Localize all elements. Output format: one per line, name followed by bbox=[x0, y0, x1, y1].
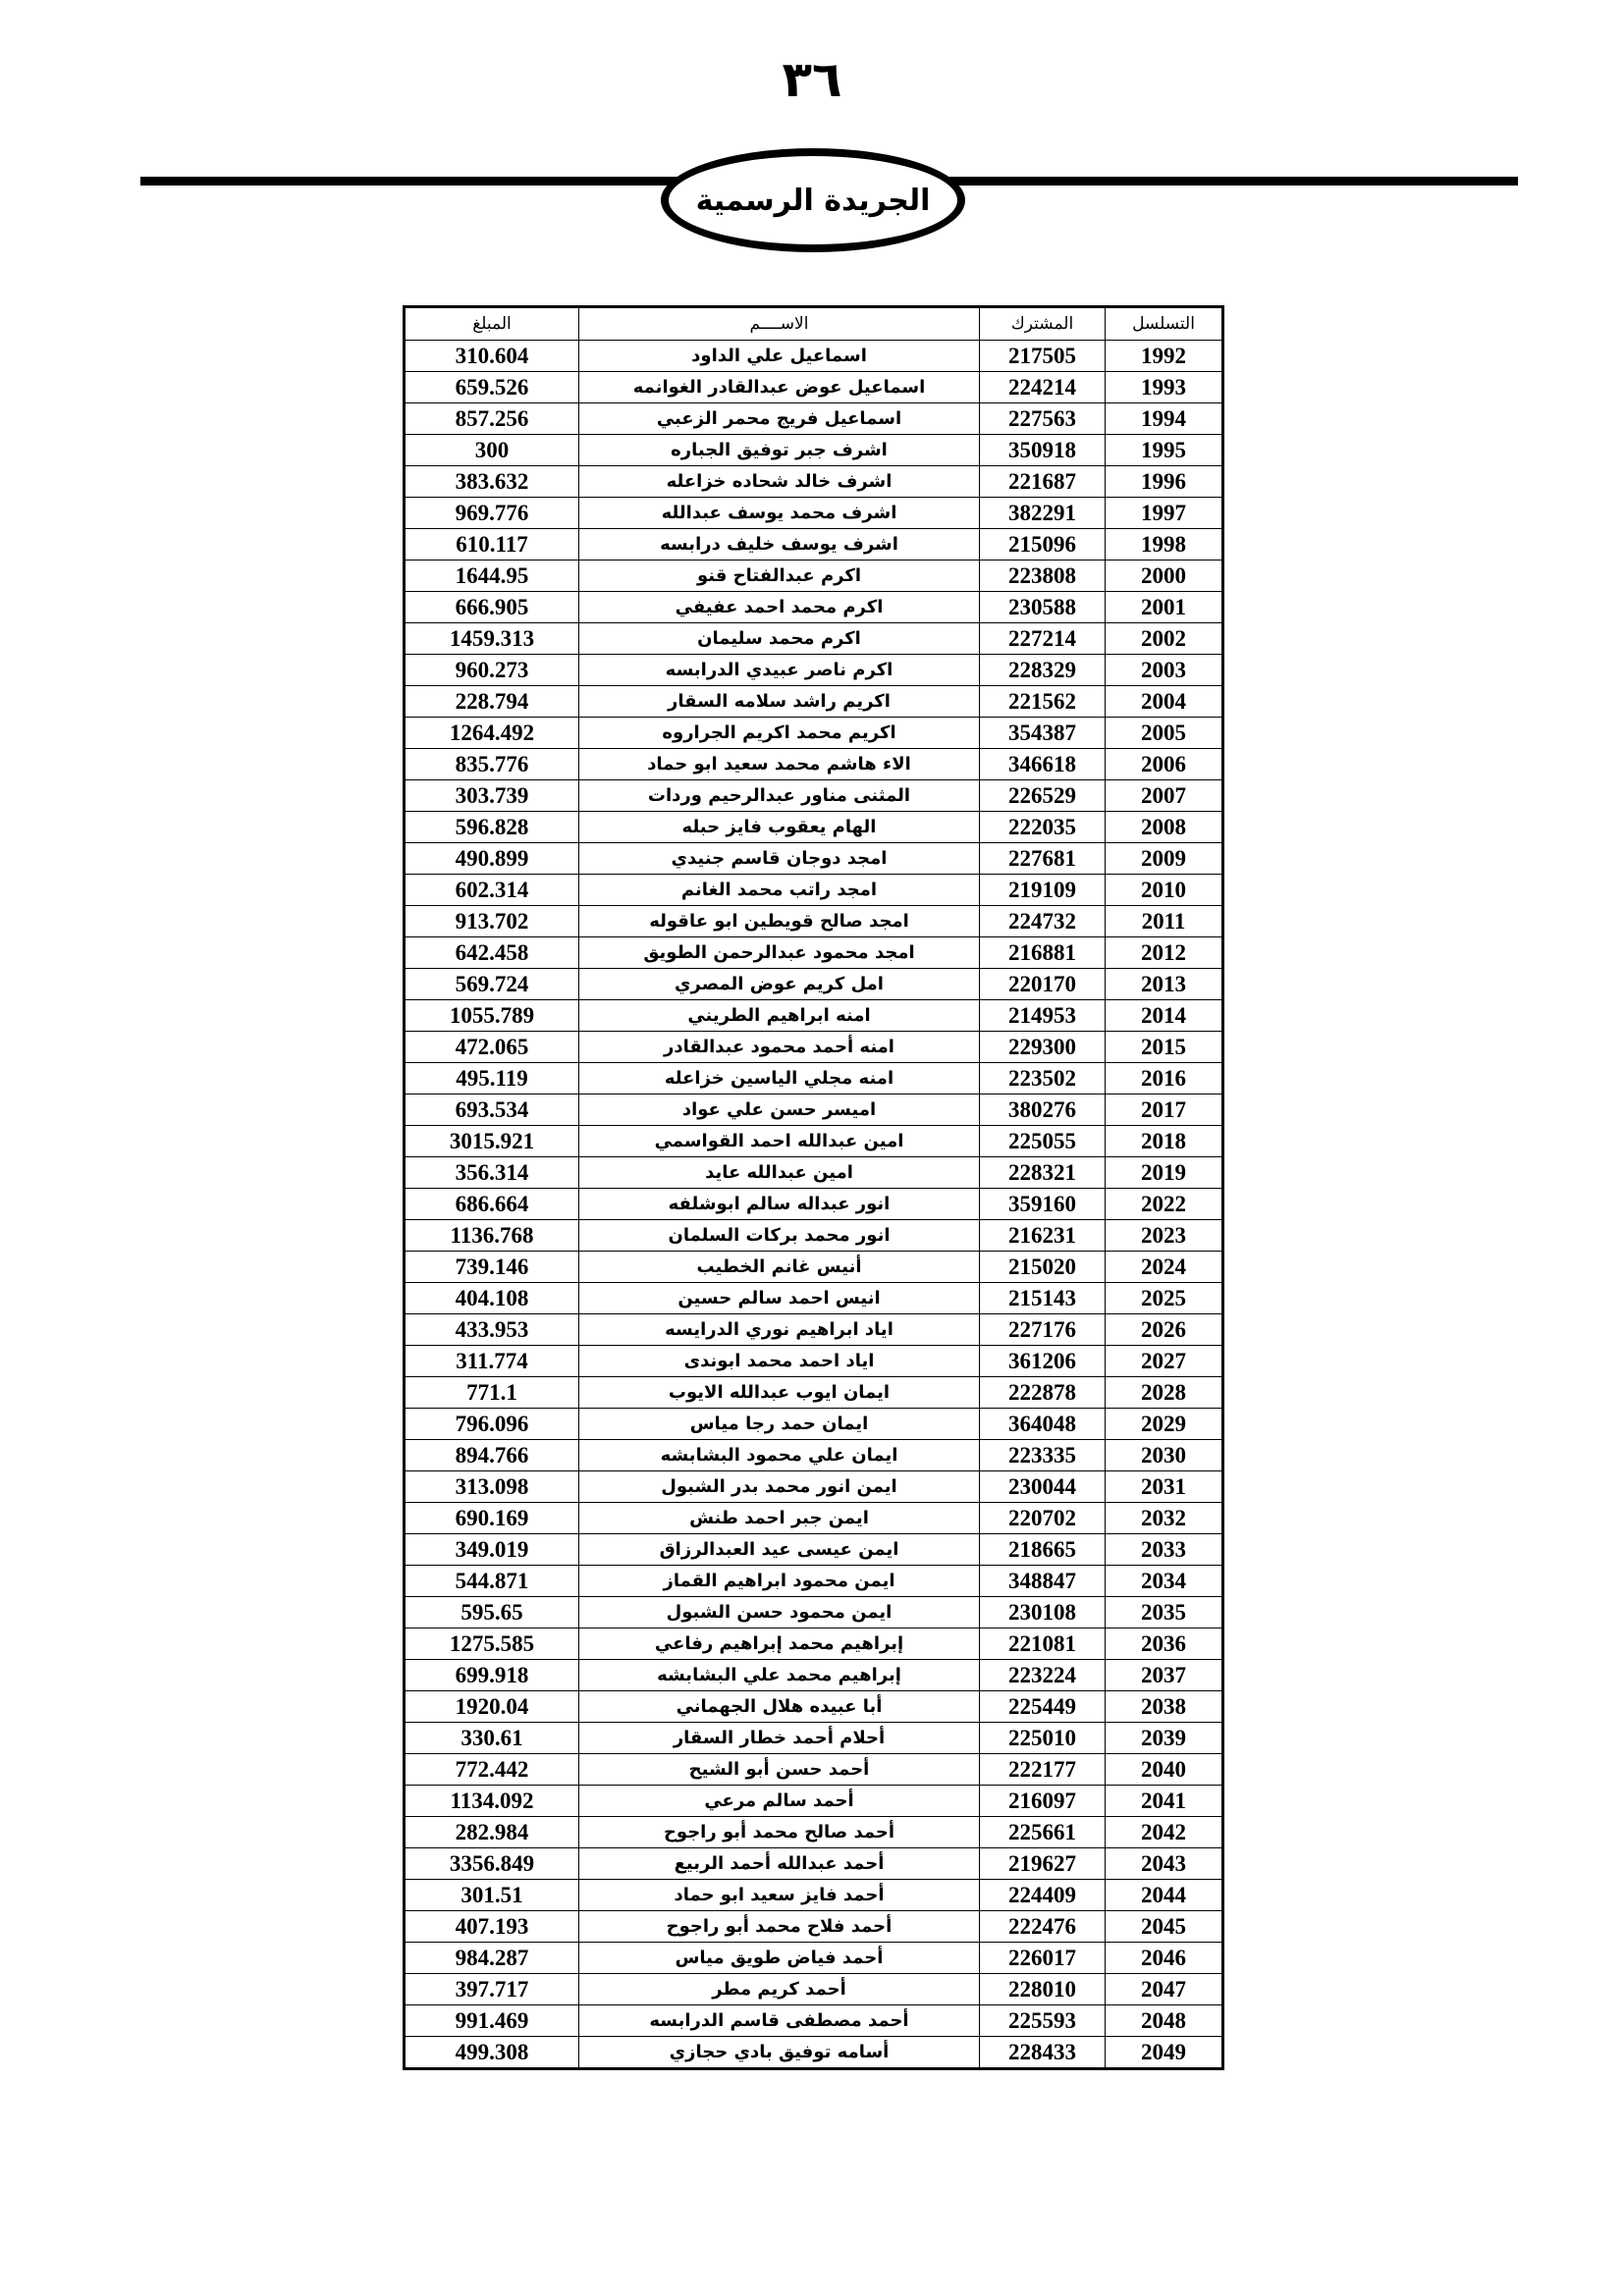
cell-subscriber: 221687 bbox=[980, 466, 1106, 498]
cell-subscriber: 354387 bbox=[980, 718, 1106, 749]
cell-subscriber: 225593 bbox=[980, 2005, 1106, 2037]
cell-serial: 2025 bbox=[1106, 1283, 1223, 1314]
cell-amount: 969.776 bbox=[405, 498, 579, 529]
table-row bbox=[405, 466, 1223, 498]
cell-subscriber: 227176 bbox=[980, 1314, 1106, 1346]
cell-subscriber: 227214 bbox=[980, 623, 1106, 655]
cell-subscriber: 221562 bbox=[980, 686, 1106, 718]
table-row bbox=[405, 1660, 1223, 1691]
cell-name: أسامه توفيق بادي حجازي bbox=[579, 2037, 980, 2069]
cell-serial: 2005 bbox=[1106, 718, 1223, 749]
cell-serial: 2027 bbox=[1106, 1346, 1223, 1377]
cell-serial: 2024 bbox=[1106, 1252, 1223, 1283]
cell-subscriber: 222035 bbox=[980, 812, 1106, 843]
cell-serial: 2033 bbox=[1106, 1534, 1223, 1566]
table-row bbox=[405, 1314, 1223, 1346]
header-subscriber: المشترك bbox=[980, 307, 1106, 341]
table-row bbox=[405, 718, 1223, 749]
cell-serial: 2042 bbox=[1106, 1817, 1223, 1848]
cell-serial: 2011 bbox=[1106, 906, 1223, 937]
cell-subscriber: 216097 bbox=[980, 1786, 1106, 1817]
table-row bbox=[405, 1189, 1223, 1220]
table-row bbox=[405, 498, 1223, 529]
cell-amount: 960.273 bbox=[405, 655, 579, 686]
cell-amount: 1459.313 bbox=[405, 623, 579, 655]
table-row bbox=[405, 812, 1223, 843]
cell-amount: 433.953 bbox=[405, 1314, 579, 1346]
cell-amount: 301.51 bbox=[405, 1880, 579, 1911]
cell-serial: 2026 bbox=[1106, 1314, 1223, 1346]
cell-subscriber: 228433 bbox=[980, 2037, 1106, 2069]
cell-amount: 666.905 bbox=[405, 592, 579, 623]
table-row bbox=[405, 1911, 1223, 1943]
cell-subscriber: 382291 bbox=[980, 498, 1106, 529]
cell-name: امنه أحمد محمود عبدالقادر bbox=[579, 1032, 980, 1063]
cell-name: امنه مجلي الياسين خزاعله bbox=[579, 1063, 980, 1095]
cell-serial: 2038 bbox=[1106, 1691, 1223, 1723]
cell-name: ايمن انور محمد بدر الشبول bbox=[579, 1471, 980, 1503]
cell-name: امجد دوجان قاسم جنيدي bbox=[579, 843, 980, 875]
cell-subscriber: 227681 bbox=[980, 843, 1106, 875]
cell-serial: 2047 bbox=[1106, 1974, 1223, 2005]
cell-amount: 699.918 bbox=[405, 1660, 579, 1691]
cell-serial: 2035 bbox=[1106, 1597, 1223, 1629]
cell-subscriber: 215020 bbox=[980, 1252, 1106, 1283]
table-row bbox=[405, 1220, 1223, 1252]
cell-name: أحمد حسن أبو الشيح bbox=[579, 1754, 980, 1786]
cell-name: امين عبدالله احمد القواسمي bbox=[579, 1126, 980, 1157]
header-serial: التسلسل bbox=[1106, 307, 1223, 341]
table-row bbox=[405, 529, 1223, 561]
table-row bbox=[405, 1063, 1223, 1095]
cell-subscriber: 230044 bbox=[980, 1471, 1106, 1503]
cell-amount: 228.794 bbox=[405, 686, 579, 718]
table-row bbox=[405, 2005, 1223, 2037]
cell-subscriber: 225661 bbox=[980, 1817, 1106, 1848]
subscribers-table bbox=[403, 305, 1224, 2070]
journal-title-oval bbox=[661, 148, 965, 252]
cell-amount: 282.984 bbox=[405, 1817, 579, 1848]
table-row bbox=[405, 1566, 1223, 1597]
table-body bbox=[405, 341, 1223, 2069]
cell-amount: 771.1 bbox=[405, 1377, 579, 1409]
cell-subscriber: 230108 bbox=[980, 1597, 1106, 1629]
cell-amount: 659.526 bbox=[405, 372, 579, 403]
table-row bbox=[405, 1597, 1223, 1629]
cell-amount: 690.169 bbox=[405, 1503, 579, 1534]
cell-name: اكرم ناصر عبيدي الدرابسه bbox=[579, 655, 980, 686]
cell-serial: 1997 bbox=[1106, 498, 1223, 529]
cell-serial: 2017 bbox=[1106, 1095, 1223, 1126]
cell-serial: 2004 bbox=[1106, 686, 1223, 718]
cell-subscriber: 214953 bbox=[980, 1000, 1106, 1032]
cell-amount: 311.774 bbox=[405, 1346, 579, 1377]
cell-subscriber: 223502 bbox=[980, 1063, 1106, 1095]
cell-serial: 1998 bbox=[1106, 529, 1223, 561]
cell-name: امين عبدالله عايد bbox=[579, 1157, 980, 1189]
cell-subscriber: 228010 bbox=[980, 1974, 1106, 2005]
cell-serial: 2048 bbox=[1106, 2005, 1223, 2037]
table-row bbox=[405, 1943, 1223, 1974]
cell-subscriber: 220702 bbox=[980, 1503, 1106, 1534]
cell-amount: 610.117 bbox=[405, 529, 579, 561]
cell-serial: 1995 bbox=[1106, 435, 1223, 466]
table-row bbox=[405, 623, 1223, 655]
cell-subscriber: 222878 bbox=[980, 1377, 1106, 1409]
cell-subscriber: 223808 bbox=[980, 561, 1106, 592]
cell-subscriber: 223224 bbox=[980, 1660, 1106, 1691]
cell-name: اميسر حسن علي عواد bbox=[579, 1095, 980, 1126]
cell-subscriber: 364048 bbox=[980, 1409, 1106, 1440]
subscribers-table-container bbox=[403, 305, 1221, 2070]
table-row bbox=[405, 749, 1223, 780]
cell-amount: 300 bbox=[405, 435, 579, 466]
table-row bbox=[405, 561, 1223, 592]
cell-serial: 2040 bbox=[1106, 1754, 1223, 1786]
cell-amount: 3015.921 bbox=[405, 1126, 579, 1157]
cell-subscriber: 224732 bbox=[980, 906, 1106, 937]
cell-subscriber: 221081 bbox=[980, 1629, 1106, 1660]
table-row bbox=[405, 1157, 1223, 1189]
table-row bbox=[405, 1974, 1223, 2005]
table-row bbox=[405, 1723, 1223, 1754]
table-row bbox=[405, 592, 1223, 623]
cell-name: أحمد فياض طويق مياس bbox=[579, 1943, 980, 1974]
cell-serial: 2012 bbox=[1106, 937, 1223, 969]
cell-subscriber: 227563 bbox=[980, 403, 1106, 435]
table-row bbox=[405, 969, 1223, 1000]
cell-serial: 2037 bbox=[1106, 1660, 1223, 1691]
table-row bbox=[405, 843, 1223, 875]
cell-amount: 596.828 bbox=[405, 812, 579, 843]
cell-subscriber: 218665 bbox=[980, 1534, 1106, 1566]
cell-name: أحمد عبدالله أحمد الربيع bbox=[579, 1848, 980, 1880]
cell-name: المثنى مناور عبدالرحيم وردات bbox=[579, 780, 980, 812]
cell-serial: 2015 bbox=[1106, 1032, 1223, 1063]
cell-subscriber: 228321 bbox=[980, 1157, 1106, 1189]
cell-serial: 2006 bbox=[1106, 749, 1223, 780]
cell-name: أحمد كريم مطر bbox=[579, 1974, 980, 2005]
cell-name: اكرم محمد سليمان bbox=[579, 623, 980, 655]
cell-serial: 2041 bbox=[1106, 1786, 1223, 1817]
table-header-row bbox=[405, 307, 1223, 341]
cell-subscriber: 217505 bbox=[980, 341, 1106, 372]
cell-name: إبراهيم محمد إبراهيم رفاعي bbox=[579, 1629, 980, 1660]
cell-amount: 1055.789 bbox=[405, 1000, 579, 1032]
cell-serial: 2044 bbox=[1106, 1880, 1223, 1911]
table-row bbox=[405, 1283, 1223, 1314]
cell-amount: 544.871 bbox=[405, 1566, 579, 1597]
table-row bbox=[405, 1377, 1223, 1409]
cell-subscriber: 225055 bbox=[980, 1126, 1106, 1157]
cell-amount: 404.108 bbox=[405, 1283, 579, 1314]
cell-serial: 2046 bbox=[1106, 1943, 1223, 1974]
table-row bbox=[405, 780, 1223, 812]
cell-serial: 2008 bbox=[1106, 812, 1223, 843]
table-row bbox=[405, 1503, 1223, 1534]
cell-subscriber: 359160 bbox=[980, 1189, 1106, 1220]
cell-subscriber: 216881 bbox=[980, 937, 1106, 969]
cell-name: انور عبداله سالم ابوشلفه bbox=[579, 1189, 980, 1220]
cell-serial: 2016 bbox=[1106, 1063, 1223, 1095]
cell-serial: 2043 bbox=[1106, 1848, 1223, 1880]
cell-name: امجد صالح قويطين ابو عاقوله bbox=[579, 906, 980, 937]
cell-serial: 2028 bbox=[1106, 1377, 1223, 1409]
table-row bbox=[405, 1817, 1223, 1848]
cell-name: اشرف خالد شحاده خزاعله bbox=[579, 466, 980, 498]
cell-name: ايمن محمود ابراهيم القماز bbox=[579, 1566, 980, 1597]
cell-amount: 991.469 bbox=[405, 2005, 579, 2037]
cell-serial: 2036 bbox=[1106, 1629, 1223, 1660]
cell-amount: 913.702 bbox=[405, 906, 579, 937]
table-row bbox=[405, 435, 1223, 466]
cell-subscriber: 225010 bbox=[980, 1723, 1106, 1754]
cell-amount: 490.899 bbox=[405, 843, 579, 875]
cell-name: ايمان ايوب عبدالله الايوب bbox=[579, 1377, 980, 1409]
cell-amount: 1644.95 bbox=[405, 561, 579, 592]
cell-name: اكريم محمد اكريم الجراروه bbox=[579, 718, 980, 749]
cell-amount: 356.314 bbox=[405, 1157, 579, 1189]
table-row bbox=[405, 341, 1223, 372]
cell-subscriber: 226017 bbox=[980, 1943, 1106, 1974]
cell-subscriber: 216231 bbox=[980, 1220, 1106, 1252]
cell-serial: 1992 bbox=[1106, 341, 1223, 372]
cell-subscriber: 226529 bbox=[980, 780, 1106, 812]
cell-name: أحمد صالح محمد أبو راجوح bbox=[579, 1817, 980, 1848]
cell-subscriber: 228329 bbox=[980, 655, 1106, 686]
cell-subscriber: 225449 bbox=[980, 1691, 1106, 1723]
table-row bbox=[405, 1346, 1223, 1377]
cell-name: الهام يعقوب فايز حبله bbox=[579, 812, 980, 843]
cell-name: امنه ابراهيم الطريني bbox=[579, 1000, 980, 1032]
cell-serial: 2013 bbox=[1106, 969, 1223, 1000]
cell-name: اسماعيل عوض عبدالقادر الغوانمه bbox=[579, 372, 980, 403]
cell-subscriber: 215096 bbox=[980, 529, 1106, 561]
cell-serial: 2030 bbox=[1106, 1440, 1223, 1471]
cell-name: أبا عبيده هلال الجهماني bbox=[579, 1691, 980, 1723]
cell-amount: 894.766 bbox=[405, 1440, 579, 1471]
table-row bbox=[405, 1032, 1223, 1063]
cell-amount: 857.256 bbox=[405, 403, 579, 435]
header-amount: المبلغ bbox=[405, 307, 579, 341]
cell-amount: 569.724 bbox=[405, 969, 579, 1000]
cell-name: ايمن عيسى عيد العبدالرزاق bbox=[579, 1534, 980, 1566]
table-row bbox=[405, 686, 1223, 718]
cell-amount: 472.065 bbox=[405, 1032, 579, 1063]
cell-serial: 2031 bbox=[1106, 1471, 1223, 1503]
table-row bbox=[405, 1754, 1223, 1786]
cell-serial: 2018 bbox=[1106, 1126, 1223, 1157]
cell-name: أنيس غانم الخطيب bbox=[579, 1252, 980, 1283]
cell-subscriber: 229300 bbox=[980, 1032, 1106, 1063]
cell-amount: 397.717 bbox=[405, 1974, 579, 2005]
cell-serial: 2000 bbox=[1106, 561, 1223, 592]
table-row bbox=[405, 1440, 1223, 1471]
table-row bbox=[405, 372, 1223, 403]
cell-subscriber: 346618 bbox=[980, 749, 1106, 780]
table-row bbox=[405, 875, 1223, 906]
table-row bbox=[405, 1629, 1223, 1660]
cell-serial: 1994 bbox=[1106, 403, 1223, 435]
cell-amount: 3356.849 bbox=[405, 1848, 579, 1880]
cell-subscriber: 222177 bbox=[980, 1754, 1106, 1786]
page-number: ٣٦ bbox=[782, 51, 842, 108]
cell-amount: 407.193 bbox=[405, 1911, 579, 1943]
cell-serial: 2009 bbox=[1106, 843, 1223, 875]
cell-serial: 2032 bbox=[1106, 1503, 1223, 1534]
cell-serial: 2010 bbox=[1106, 875, 1223, 906]
cell-name: ايمان حمد رجا مياس bbox=[579, 1409, 980, 1440]
table-row bbox=[405, 1534, 1223, 1566]
cell-subscriber: 224409 bbox=[980, 1880, 1106, 1911]
table-row bbox=[405, 1786, 1223, 1817]
cell-amount: 602.314 bbox=[405, 875, 579, 906]
cell-amount: 642.458 bbox=[405, 937, 579, 969]
header-name: الاســــم bbox=[579, 307, 980, 341]
table-row bbox=[405, 655, 1223, 686]
table-row bbox=[405, 1252, 1223, 1283]
cell-serial: 2045 bbox=[1106, 1911, 1223, 1943]
cell-subscriber: 219109 bbox=[980, 875, 1106, 906]
cell-serial: 2022 bbox=[1106, 1189, 1223, 1220]
cell-name: الاء هاشم محمد سعيد ابو حماد bbox=[579, 749, 980, 780]
table-row bbox=[405, 1471, 1223, 1503]
cell-subscriber: 350918 bbox=[980, 435, 1106, 466]
cell-name: ايمن محمود حسن الشبول bbox=[579, 1597, 980, 1629]
cell-amount: 330.61 bbox=[405, 1723, 579, 1754]
cell-name: اشرف محمد يوسف عبدالله bbox=[579, 498, 980, 529]
cell-amount: 739.146 bbox=[405, 1252, 579, 1283]
cell-amount: 495.119 bbox=[405, 1063, 579, 1095]
cell-name: امل كريم عوض المصري bbox=[579, 969, 980, 1000]
cell-amount: 349.019 bbox=[405, 1534, 579, 1566]
table-row bbox=[405, 937, 1223, 969]
cell-amount: 313.098 bbox=[405, 1471, 579, 1503]
cell-serial: 2014 bbox=[1106, 1000, 1223, 1032]
cell-name: اكرم محمد احمد عفيفي bbox=[579, 592, 980, 623]
cell-serial: 2034 bbox=[1106, 1566, 1223, 1597]
cell-serial: 2019 bbox=[1106, 1157, 1223, 1189]
cell-serial: 2007 bbox=[1106, 780, 1223, 812]
cell-name: أحمد سالم مرعي bbox=[579, 1786, 980, 1817]
cell-name: ايمان علي محمود البشابشه bbox=[579, 1440, 980, 1471]
cell-name: اشرف يوسف خليف درابسه bbox=[579, 529, 980, 561]
table-row bbox=[405, 1880, 1223, 1911]
cell-amount: 772.442 bbox=[405, 1754, 579, 1786]
cell-name: انور محمد بركات السلمان bbox=[579, 1220, 980, 1252]
cell-name: اسماعيل فريج محمر الزعبي bbox=[579, 403, 980, 435]
cell-amount: 796.096 bbox=[405, 1409, 579, 1440]
cell-name: امجد محمود عبدالرحمن الطويق bbox=[579, 937, 980, 969]
cell-subscriber: 215143 bbox=[980, 1283, 1106, 1314]
table-row bbox=[405, 1691, 1223, 1723]
table-row bbox=[405, 1000, 1223, 1032]
cell-serial: 1996 bbox=[1106, 466, 1223, 498]
cell-subscriber: 348847 bbox=[980, 1566, 1106, 1597]
cell-subscriber: 361206 bbox=[980, 1346, 1106, 1377]
cell-serial: 2023 bbox=[1106, 1220, 1223, 1252]
cell-serial: 2001 bbox=[1106, 592, 1223, 623]
cell-amount: 1134.092 bbox=[405, 1786, 579, 1817]
cell-name: انيس احمد سالم حسين bbox=[579, 1283, 980, 1314]
table-row bbox=[405, 1409, 1223, 1440]
table-row bbox=[405, 1126, 1223, 1157]
cell-serial: 2003 bbox=[1106, 655, 1223, 686]
cell-amount: 310.604 bbox=[405, 341, 579, 372]
cell-amount: 835.776 bbox=[405, 749, 579, 780]
cell-subscriber: 380276 bbox=[980, 1095, 1106, 1126]
cell-subscriber: 219627 bbox=[980, 1848, 1106, 1880]
cell-amount: 595.65 bbox=[405, 1597, 579, 1629]
cell-amount: 1264.492 bbox=[405, 718, 579, 749]
cell-name: اياد ابراهيم نوري الدرايسه bbox=[579, 1314, 980, 1346]
cell-name: اكريم راشد سلامه السقار bbox=[579, 686, 980, 718]
cell-subscriber: 220170 bbox=[980, 969, 1106, 1000]
cell-name: أحمد مصطفى قاسم الدرابسه bbox=[579, 2005, 980, 2037]
cell-subscriber: 222476 bbox=[980, 1911, 1106, 1943]
cell-name: اياد احمد محمد ابوندى bbox=[579, 1346, 980, 1377]
cell-name: أحمد فلاح محمد أبو راجوح bbox=[579, 1911, 980, 1943]
cell-subscriber: 230588 bbox=[980, 592, 1106, 623]
cell-amount: 693.534 bbox=[405, 1095, 579, 1126]
cell-name: أحلام أحمد خطار السقار bbox=[579, 1723, 980, 1754]
cell-amount: 686.664 bbox=[405, 1189, 579, 1220]
table-row bbox=[405, 1848, 1223, 1880]
cell-name: اكرم عبدالفتاح قنو bbox=[579, 561, 980, 592]
cell-serial: 2002 bbox=[1106, 623, 1223, 655]
cell-name: أحمد فايز سعيد ابو حماد bbox=[579, 1880, 980, 1911]
cell-name: إبراهيم محمد علي البشابشه bbox=[579, 1660, 980, 1691]
cell-amount: 303.739 bbox=[405, 780, 579, 812]
cell-subscriber: 223335 bbox=[980, 1440, 1106, 1471]
table-row bbox=[405, 906, 1223, 937]
cell-name: اسماعيل علي الداود bbox=[579, 341, 980, 372]
cell-serial: 2049 bbox=[1106, 2037, 1223, 2069]
cell-amount: 1275.585 bbox=[405, 1629, 579, 1660]
cell-amount: 984.287 bbox=[405, 1943, 579, 1974]
table-row bbox=[405, 2037, 1223, 2069]
cell-serial: 2029 bbox=[1106, 1409, 1223, 1440]
cell-amount: 1136.768 bbox=[405, 1220, 579, 1252]
cell-serial: 2039 bbox=[1106, 1723, 1223, 1754]
cell-subscriber: 224214 bbox=[980, 372, 1106, 403]
cell-amount: 499.308 bbox=[405, 2037, 579, 2069]
cell-name: امجد راتب محمد الغانم bbox=[579, 875, 980, 906]
cell-amount: 1920.04 bbox=[405, 1691, 579, 1723]
table-row bbox=[405, 1095, 1223, 1126]
journal-title: الجريدة الرسمية bbox=[695, 183, 931, 218]
cell-amount: 383.632 bbox=[405, 466, 579, 498]
cell-name: ايمن جبر احمد طنش bbox=[579, 1503, 980, 1534]
cell-name: اشرف جبر توفيق الجباره bbox=[579, 435, 980, 466]
table-row bbox=[405, 403, 1223, 435]
cell-serial: 1993 bbox=[1106, 372, 1223, 403]
